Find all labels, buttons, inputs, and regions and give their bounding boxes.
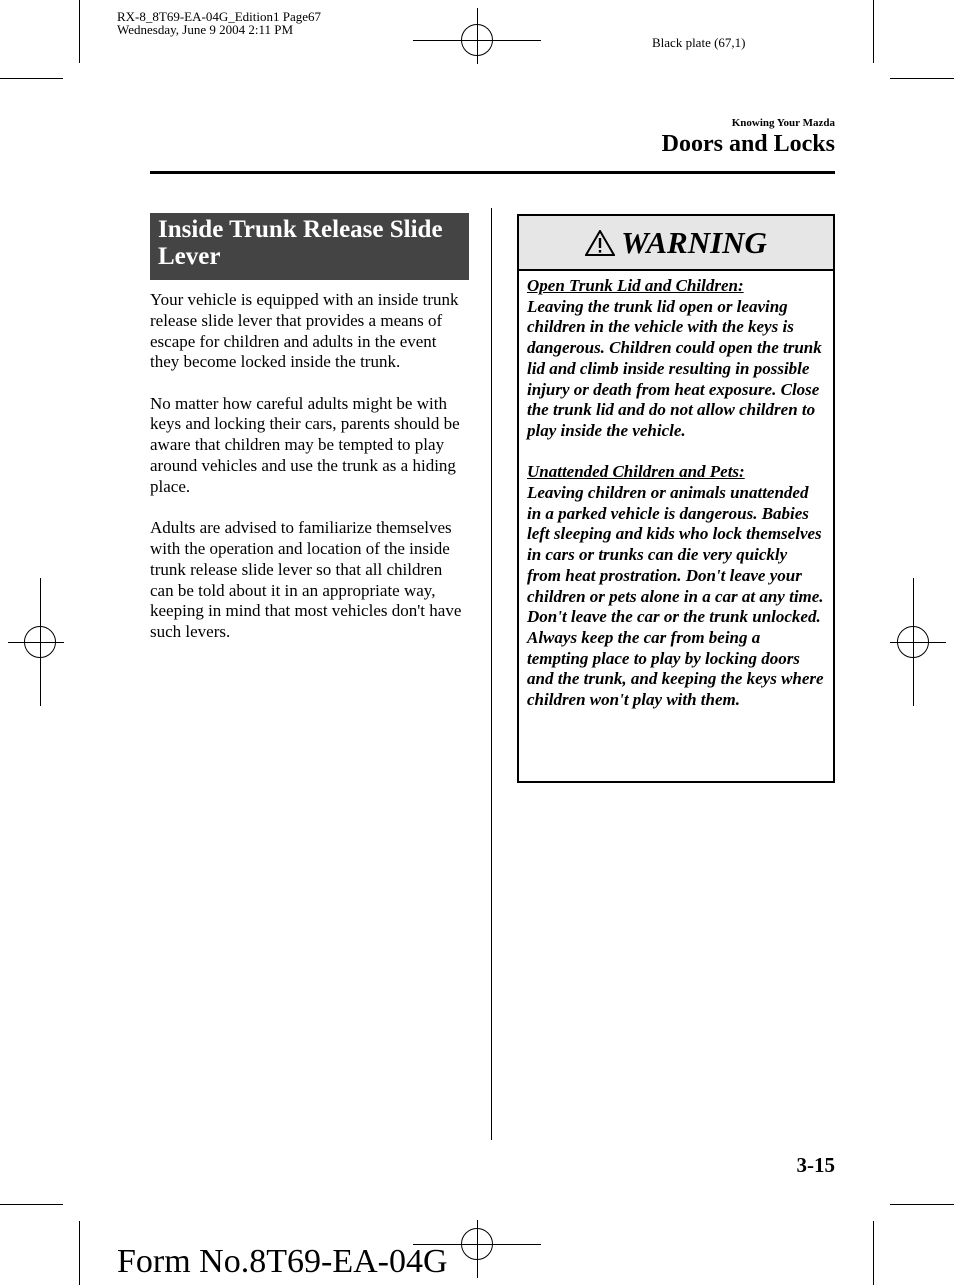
warning-item-title: Open Trunk Lid and Children:	[527, 276, 744, 295]
header-rule	[150, 171, 835, 174]
black-plate-label: Black plate (67,1)	[652, 35, 746, 50]
warning-item-text: Leaving the trunk lid open or leaving children in the vehicle with the keys is dangerous. Children could open the trunk lid and climb inside resulting in possible injury or death from heat exposure. Close the trunk lid and do not allow children to play inside the vehicle.	[527, 296, 822, 440]
warning-label: WARNING	[621, 224, 767, 260]
warning-triangle-icon	[585, 230, 615, 256]
warning-header	[519, 216, 833, 271]
warning-box	[517, 214, 835, 783]
column-divider	[491, 208, 492, 1140]
body-text	[150, 290, 470, 663]
warning-item-text: Leaving children or animals unattended in a parked vehicle is dangerous. Babies left sleeping and kids who lock themselves in cars or trunks can die very quickly from heat prostration. Don't leave your children or pets alone in a car at any time. Don't leave the car or the trunk unlocked. Always keep the car from being a tempting place to play by locking doors and the trunk, and keeping the keys where children won't play with them.	[527, 483, 824, 710]
warning-item	[527, 276, 825, 442]
body-paragraph: Your vehicle is equipped with an inside trunk release slide lever that provides a means of escape for children and adults in the event they become locked inside the trunk.	[150, 290, 459, 372]
page-number: 3-15	[796, 1153, 835, 1177]
section-title: Doors and Locks	[661, 131, 835, 157]
form-number: Form No.8T69-EA-04G	[117, 1243, 448, 1280]
print-slug-file: RX-8_8T69-EA-04G_Edition1 Page67	[117, 9, 322, 24]
warning-body	[519, 271, 833, 711]
body-paragraph: No matter how careful adults might be with keys and locking their cars, parents should be aware that children may be tempted to play around vehicles and use the trunk as a hiding place.	[150, 393, 460, 496]
body-paragraph: Adults are advised to familiarize themselves with the operation and location of the inside trunk release slide lever so that all children can be told about it in an appropriate way, keeping in mind that most vehicles don't have such levers.	[150, 518, 462, 642]
chapter-title: Knowing Your Mazda	[731, 117, 835, 129]
warning-item	[527, 462, 825, 710]
print-slug-date: Wednesday, June 9 2004 2:11 PM	[117, 22, 294, 37]
warning-item-title: Unattended Children and Pets:	[527, 462, 745, 482]
subsection-heading: Inside Trunk Release Slide Lever	[150, 213, 469, 280]
